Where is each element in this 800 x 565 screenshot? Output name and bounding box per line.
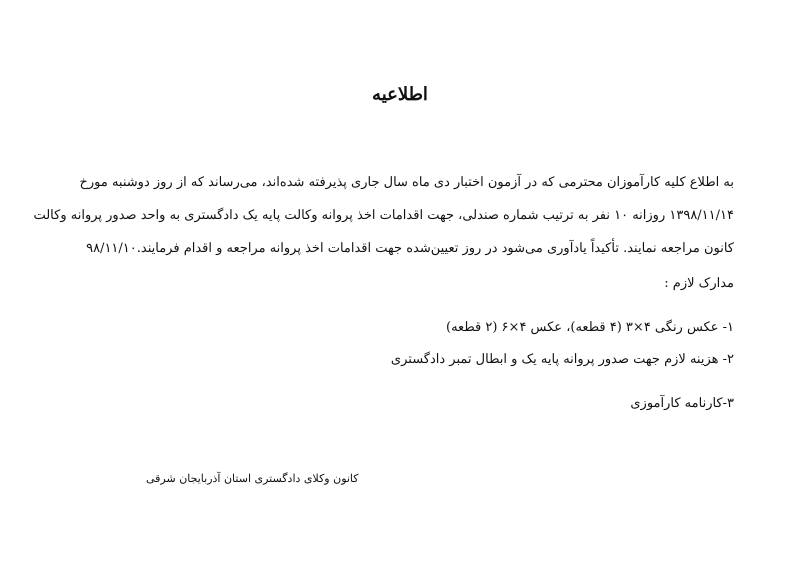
required-doc-item: ۳-کارنامه کارآموزی	[630, 396, 734, 411]
body-line: به اطلاع کلیه کارآموزان محترمی که در آزمون اختبار دی ماه سال جاری پذیرفته شده‌اند، می‌رساند که از روز دوشنبه مورخ	[79, 175, 734, 190]
body-line: ۱۳۹۸/۱۱/۱۴ روزانه ۱۰ نفر به ترتیب شماره صندلی، جهت اقدامات اخذ پروانه وکالت پایه یک دادگستری به واحد صدور پروانه وکالت	[33, 208, 734, 223]
signature: کانون وکلای دادگستری استان آذربایجان شرقی	[146, 472, 359, 485]
required-docs-heading: مدارک لازم :	[664, 276, 734, 291]
body-line: کانون مراجعه نمایند. تأکیداً یادآوری می‌شود در روز تعیین‌شده جهت اقدامات اخذ پروانه مراجعه و اقدام فرمایند.۹۸/۱۱/۱۰	[86, 241, 734, 256]
required-doc-item: ۱- عکس رنگی ۴×۳ (۴ قطعه)، عکس ۴×۶ (۲ قطعه)	[446, 320, 734, 335]
announcement-body	[33, 166, 734, 265]
page-title: اطلاعیه	[372, 84, 428, 105]
required-doc-item: ۲- هزینه لازم جهت صدور پروانه پایه یک و ابطال تمبر دادگستری	[390, 352, 734, 367]
